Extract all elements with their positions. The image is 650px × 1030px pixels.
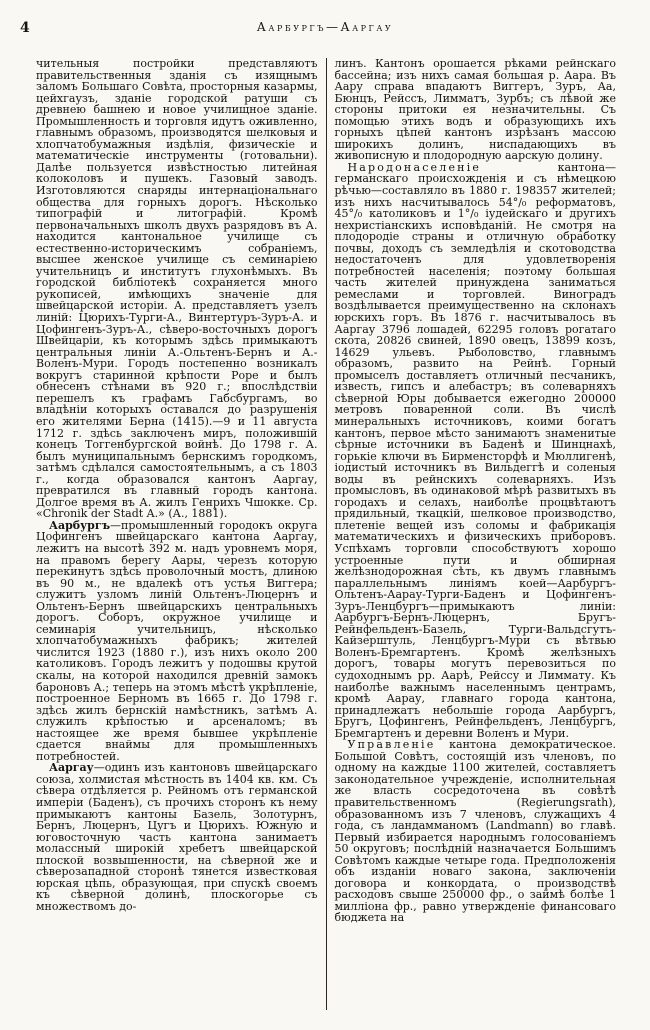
- paragraph-text: кантона демократическое. Большой Совѣтъ, состоящій изъ членовъ, по одному на каждые 1100 жителей, составляетъ законодательное учрежденіе, исполнительная же власть сосредоточена въ совѣтѣ правительственномъ (Regierungsrath), образованномъ изъ 7 членовъ, служащихъ 4 года, съ ландамманомъ (Landmann) во главѣ. Первый избирается народнымъ голосованіемъ 50 округовъ; послѣдній назначается Большимъ Совѣтомъ каждые четыре года. Предположенія объ изданіи новаго закона, заключеніи договора и конкордата, о производствѣ расходовъ свыше 250000 фр., о займѣ болѣе 1 милліона фр., равно утвержденіе финансоваго бюджета на: [334, 738, 616, 925]
- section-lead: Народонаселеніе: [347, 160, 482, 174]
- paragraph-text: —промышленный городокъ округа Цофингенъ швейцарскаго кантона Ааргау, лежитъ на высотѣ 392 м. надъ уровнемъ моря, на правомъ берегу Аары, черезъ которую перекинутъ здѣсь проволочный мостъ, длиною въ 90 м., не вдалекѣ отъ устья Виггера; служитъ узломъ линій Ольтенъ-Люцернъ и Ольтенъ-Бернъ швейцарскихъ центральныхъ дорогъ. Соборъ, окружное училище и семинарія учительницъ, нѣсколько хлопчатобумажныхъ фабрикъ; жителей числится 1923 (1880 г.), изъ нихъ около 200 католиковъ. Городъ лежитъ у подошвы крутой скалы, на которой находился древній замокъ бароновъ А.; теперь на этомъ мѣстѣ укрѣпленіе, построенное Берномъ въ 1665 г. До 1798 г. здѣсь жилъ бернскій намѣстникъ, затѣмъ А. служилъ крѣпостью и арсеналомъ; въ настоящее же время бывшее укрѣпленіе сдается внаймы для промышленныхъ потребностей.: [36, 518, 318, 763]
- right-column: [327, 58, 617, 1010]
- entry-headword: Ааргау: [49, 761, 94, 775]
- section-paragraph-population: [335, 162, 617, 739]
- section-lead: Управленіе: [347, 738, 436, 752]
- page-header: [0, 0, 650, 48]
- entry-headword: Аарбургъ: [49, 518, 111, 532]
- continuation-paragraph: [335, 58, 617, 162]
- paragraph-text: —одинъ изъ кантоновъ швейцарскаго союза, холмистая мѣстность въ 1404 кв. км. Съ сѣвера отдѣляется р. Рейномъ отъ германской имперіи (Баденъ), съ прочихъ сторонъ къ нему примыкаютъ кантоны Базель, Золотурнъ, Бернъ, Люцернъ, Цугъ и Цюрихъ. Южную и юговосточную часть кантона занимаетъ молассный широкій хребетъ швейцарской плоской возвышенности, на сѣверной же и сѣверозападной сторонѣ тянется известковая юрская цѣпь, образующая, при спускѣ своемъ къ сѣверной долинѣ, плоскогорье съ множествомъ до-: [36, 761, 318, 913]
- running-title: Аарбургъ—Ааргау: [256, 20, 394, 34]
- paragraph-text: чительныя постройки представляютъ правительственныя зданія съ изящнымъ заломъ Большаго Совѣта, просторныя казармы, цейхгаузъ, зданіе городской ратуши съ древнею башнею и новое училищное зданіе. Промышленность и торговля идутъ оживленно, главнымъ образомъ, производятся шелковыя и хлопчатобумажныя издѣлія, физическіе и математическіе инструменты (готовальни). Далѣе пользуется извѣстностью литейная колоколовъ и пушекъ. Газовый заводъ. Изготовляются снаряды интернаціональнаго общества для горныхъ дорогъ. Нѣсколько типографій и литографій. Кромѣ первоначальныхъ школъ двухъ разрядовъ въ А. находится кантональное училище съ естественно-историческимъ собраніемъ, высшее женское училище съ семинаріею учительницъ и институтъ глухонѣмыхъ. Въ городской библіотекѣ сохраняется много рукописей, имѣющихъ значеніе для швейцарской исторіи. А. представляетъ узелъ линій: Цюрихъ-Турги-А., Винтертуръ-Зуръ-А. и Цофингенъ-Зуръ-А., сѣверо-восточныхъ дорогъ Швейцаріи, къ которымъ здѣсь примыкаютъ центральныя линіи А.-Ольтенъ-Бернъ и А.-Воленъ-Мури. Городъ постепенно возникалъ вокругъ старинной крѣпости Роре и былъ обнесенъ стѣнами въ 920 г.; впослѣдствіи перешелъ къ графамъ Габсбургамъ, во владѣніи которыхъ оставался до разрушенія его жителями Берна (1415).—9 и 11 августа 1712 г. здѣсь заключенъ миръ, положившій конецъ Тоггенбургской войнѣ. До 1798 г. А. былъ муниципальнымъ бернскимъ городкомъ, затѣмъ сдѣлался самостоятельнымъ, а съ 1803 г., когда образовался кантонъ Ааргау, превратился въ главный городъ кантона. Долгое время въ А. жилъ Генрихъ Чшокке. Ср. «Chronik der Stadt A.» (А., 1881).: [36, 58, 318, 521]
- section-paragraph-government: [335, 739, 617, 924]
- entry-paragraph-aargau: [36, 762, 318, 912]
- left-column: [36, 58, 326, 1010]
- text-block: [36, 58, 616, 1010]
- paragraph-text: линъ. Кантонъ орошается рѣками рейнскаго бассейна; изъ нихъ самая большая р. Аара. Въ Аару справа впадаютъ Виггеръ, Зуръ, Аа, Бюнцъ, Рейссъ, Лимматъ, Зурбъ; съ лѣвой же стороны притоки ея незначительны. Съ помощью этихъ водъ и образующихъ ихъ горныхъ цѣпей кантонъ изрѣзанъ массою широкихъ долинъ, ниспадающихъ въ живописную и плодородную аарскую долину.: [334, 58, 616, 163]
- paragraph-text: кантона—германскаго происхожденія и съ нѣмецкою рѣчью—составляло въ 1880 г. 198357 жителей; изъ нихъ насчитывалось 54°/₀ реформатовъ, 45°/₀ католиковъ и 1°/₀ іудейскаго и другихъ нехристіанскихъ исповѣданій. Не смотря на плодородіе страны и отличную обработку почвы, доходъ съ земледѣлія и скотоводства недостаточенъ для удовлетворенія потребностей населенія; поэтому большая часть жителей принуждена заниматься ремеслами и торговлей. Виноградъ воздѣлывается преимущественно на склонахъ юрскихъ горъ. Въ 1876 г. насчитывалось въ Ааргау 3796 лошадей, 62295 головъ рогатаго скота, 20826 свиней, 1890 овецъ, 13899 козъ, 14629 ульевъ. Рыболовство, главнымъ образомъ, развито на Рейнѣ. Горный промыселъ доставляетъ отличный песчаникъ, известь, гипсъ и алебастръ; въ солеварняхъ сѣверной Юры добывается ежегодно 200000 метровъ поваренной соли. Въ числѣ минеральныхъ источниковъ, коими богатъ кантонъ, первое мѣсто занимаютъ знаменитые сѣрные источники въ Баденѣ и Шинцнахѣ, горькіе ключи въ Бирменсторфѣ и Мюллигенѣ, іодистый источникъ въ Вильдеггѣ и соленыя воды въ рейнскихъ солеварняхъ. Изъ промысловъ, въ одинаковой мѣрѣ развитыхъ въ городахъ и селахъ, наиболѣе процвѣтаютъ прядильный, ткацкій, шелковое производство, плетеніе вещей изъ соломы и фабрикація математическихъ и физическихъ приборовъ. Успѣхамъ торговли способствуютъ хорошо устроенные пути и обширная желѣзнодорожная сѣть, къ двумъ главнымъ параллельнымъ линіямъ коей—Аарбургъ-Ольтенъ-Аарау-Турги-Баденъ и Цофингенъ-Зуръ-Ленцбургъ—примыкаютъ линіи: Аарбургъ-Бернъ-Люцернъ, Бругъ-Рейнфельденъ-Базель, Турги-Вальдсгутъ-Кайзерштуль, Ленцбургъ-Мури съ вѣтвью Воленъ-Бремгартенъ. Кромѣ желѣзныхъ дорогъ, товары могутъ перевозиться по судоходнымъ рр. Аарѣ, Рейссу и Лиммату. Къ наиболѣе важнымъ населеннымъ центрамъ, кромѣ Аарау, главнаго города кантона, принадлежатъ небольшіе города Аарбургъ, Бругъ, Цофингенъ, Рейнфельденъ, Ленцбургъ, Бремгартенъ и деревни Воленъ и Мури.: [334, 160, 616, 740]
- entry-paragraph-aarburg: [36, 520, 318, 762]
- continuation-paragraph: [36, 58, 318, 520]
- page-number: 4: [20, 20, 30, 36]
